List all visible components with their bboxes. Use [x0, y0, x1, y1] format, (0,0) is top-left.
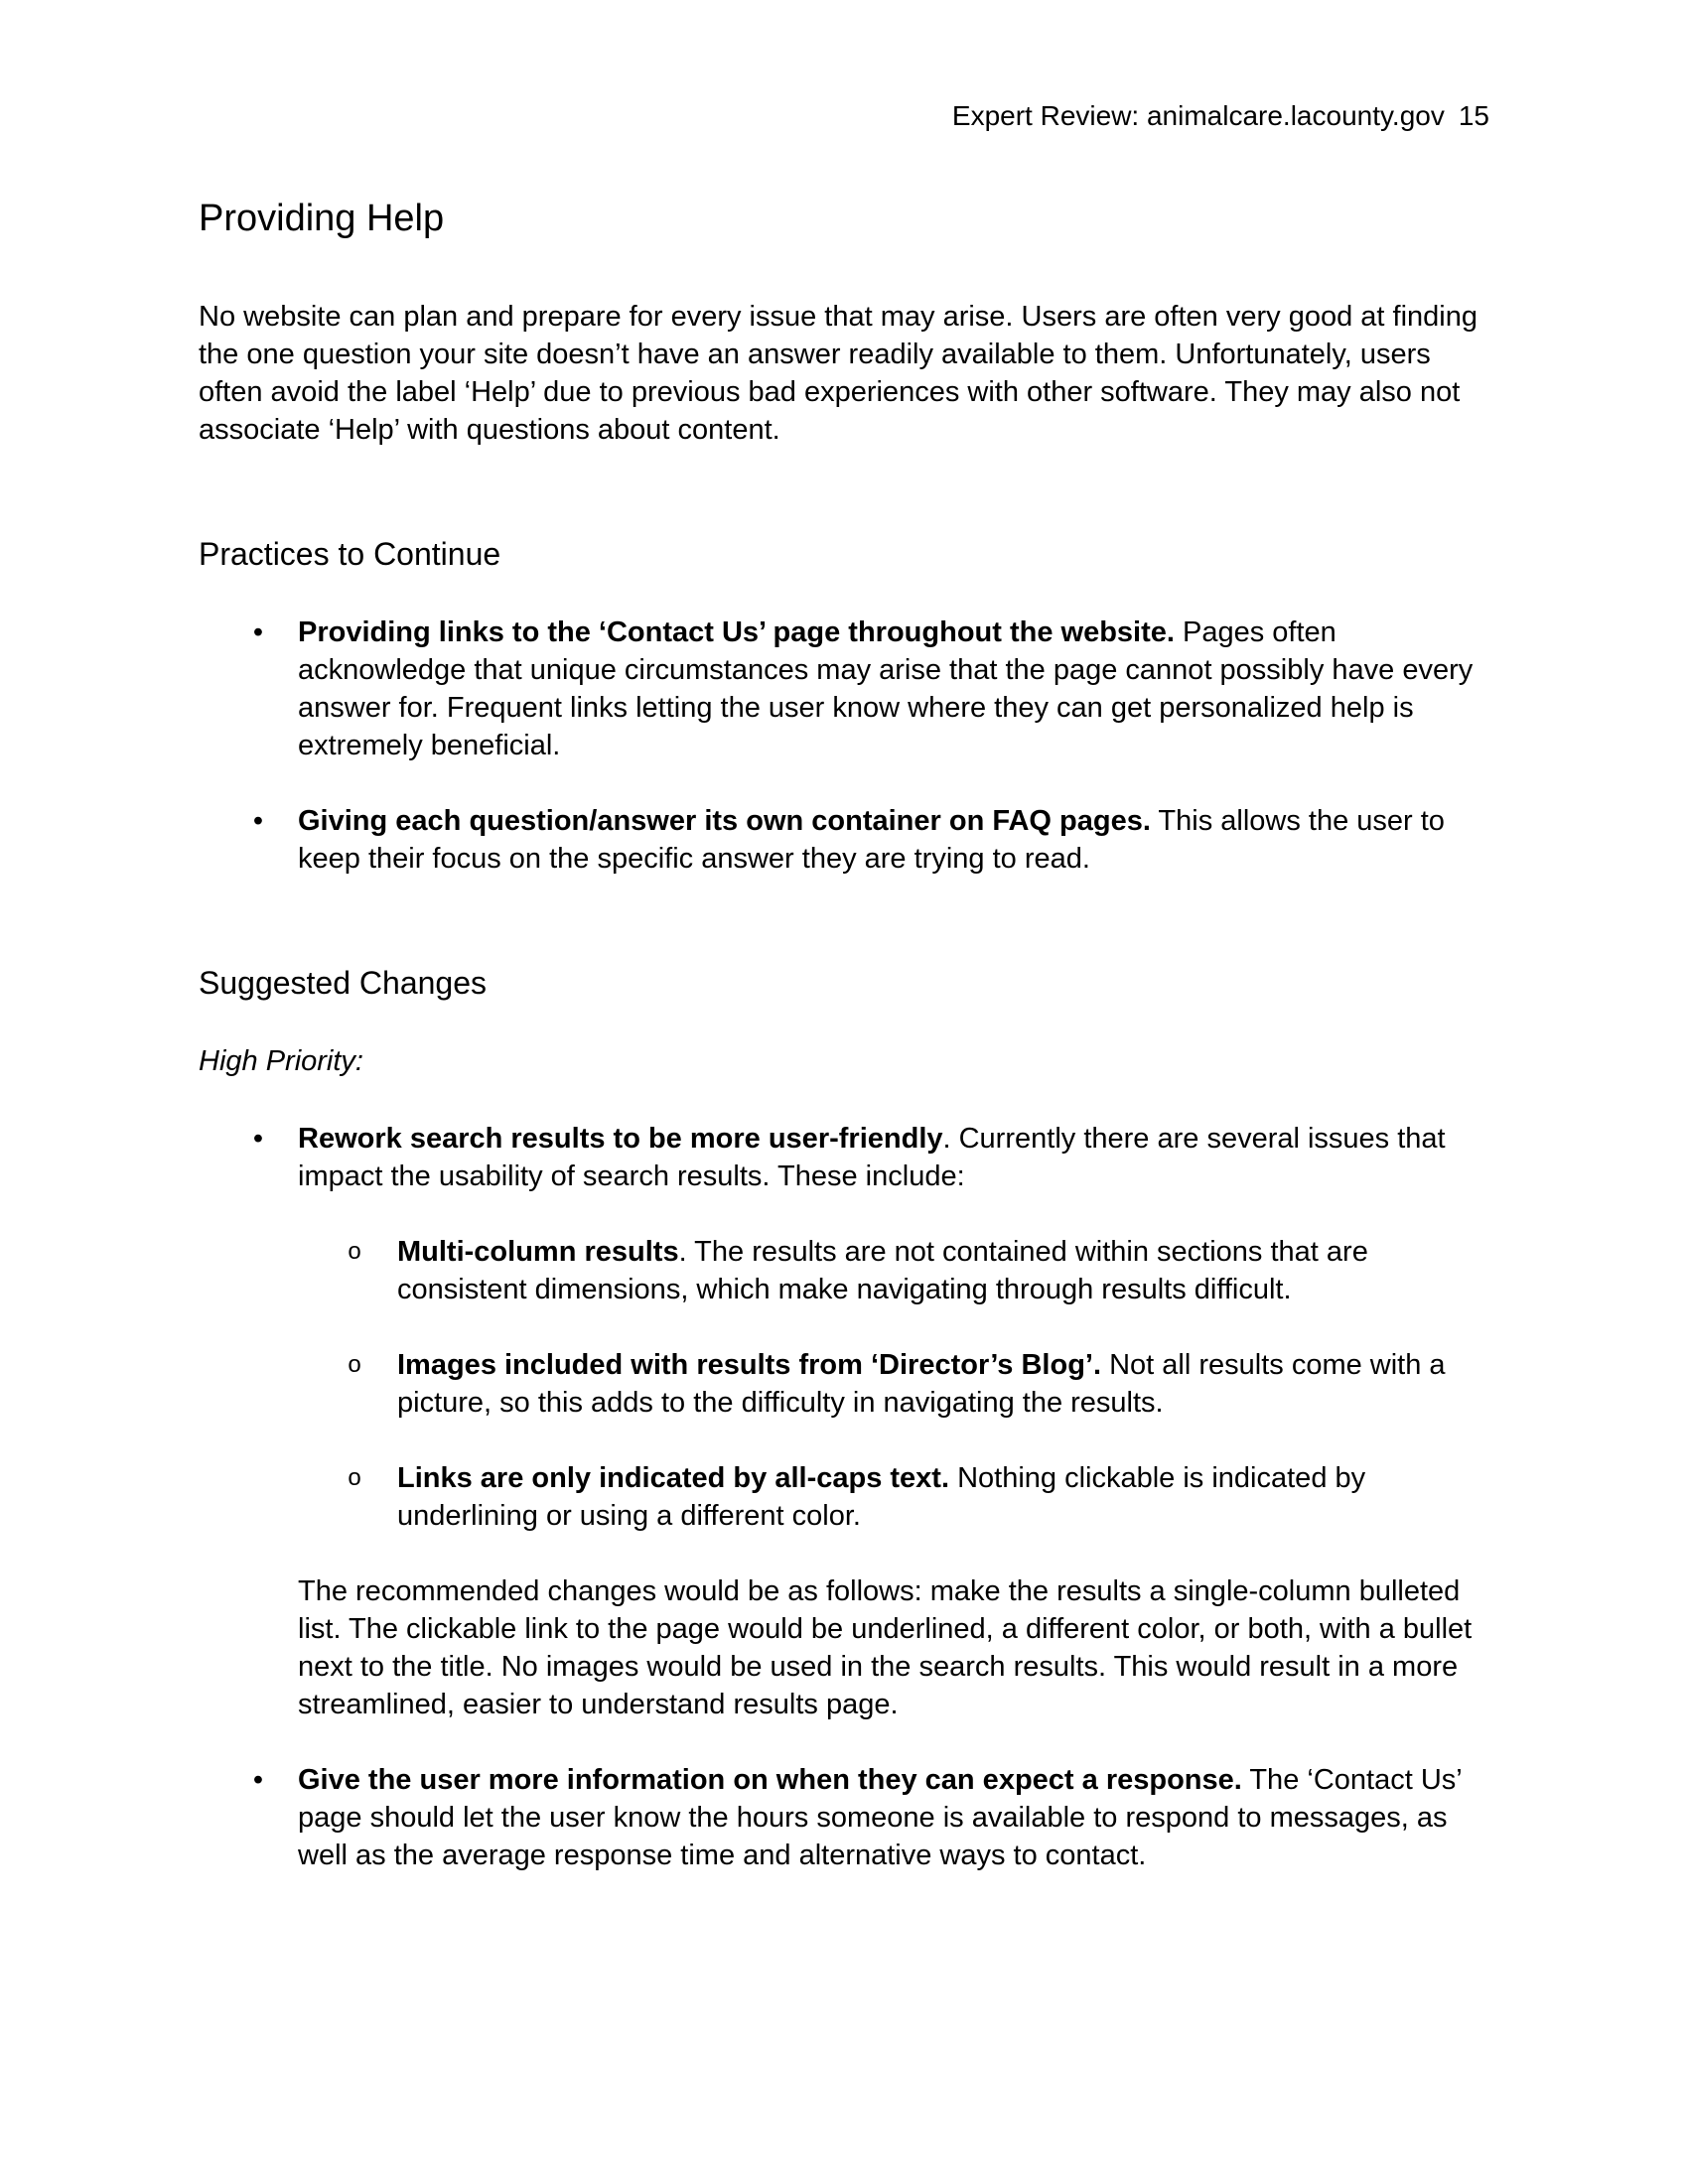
- recommendation-paragraph: The recommended changes would be as follows: make the results a single-column bulleted list. The clickable link to the page would be underlined, a different color, or both, with a bullet next to the title. No images would be used in the search results. This would result in a more streamlined, easier to understand results page.: [298, 1575, 1473, 1720]
- practice-item-text: This allows the user to keep their focus on the specific answer they are trying to read.: [298, 805, 1445, 875]
- priority-label: High Priority:: [199, 1045, 363, 1077]
- practice-item-text: Pages often acknowledge that unique circumstances may arise that the page cannot possibly have every answer for. Frequent links letting the user know where they can get personalized help is extremely beneficial.: [298, 616, 1474, 761]
- practices-heading: Practices to Continue: [199, 536, 501, 572]
- sub-item: [199, 1346, 1489, 1422]
- header-title: Expert Review: animalcare.lacounty.gov: [951, 100, 1445, 131]
- section-title: Providing Help: [199, 198, 445, 239]
- circle-bullet-icon: o: [348, 1351, 361, 1378]
- sub-item: [199, 1459, 1489, 1535]
- sub-item-bold: Links are only indicated by all-caps text.: [397, 1462, 950, 1494]
- practice-item: [199, 614, 1489, 764]
- bullet-icon: •: [252, 616, 264, 648]
- bullet-icon: •: [252, 805, 264, 837]
- change-item-bold: Give the user more information on when they can expect a response.: [298, 1764, 1242, 1796]
- page-content: [199, 195, 1489, 1874]
- practice-item-bold: Giving each question/answer its own container on FAQ pages.: [298, 805, 1151, 837]
- running-header: [952, 98, 1489, 134]
- sub-item-bold: Images included with results from ‘Director’s Blog’.: [397, 1349, 1102, 1381]
- intro-paragraph: No website can plan and prepare for every issue that may arise. Users are often very good at finding the one question your site doesn’t have an answer readily available to them. Unfortunately, users often avoid the label ‘Help’ due to previous bad experiences with other software. They may also not associate ‘Help’ with questions about content.: [199, 301, 1477, 446]
- circle-bullet-icon: o: [348, 1464, 361, 1491]
- change-item-bold: Rework search results to be more user-friendly: [298, 1123, 943, 1155]
- sub-item: [199, 1233, 1489, 1308]
- changes-heading: Suggested Changes: [199, 965, 487, 1001]
- change-item-text: The ‘Contact Us’ page should let the user know the hours someone is available to respond to messages, as well as the average response time and alternative ways to contact.: [298, 1764, 1462, 1871]
- practice-item-bold: Providing links to the ‘Contact Us’ page throughout the website.: [298, 616, 1175, 648]
- sub-item-text: Nothing clickable is indicated by underlining or using a different color.: [397, 1462, 1366, 1532]
- bullet-icon: •: [252, 1123, 264, 1155]
- change-item: [199, 1761, 1489, 1874]
- sub-item-text: . The results are not contained within sections that are consistent dimensions, which make navigating through results difficult.: [397, 1236, 1368, 1305]
- circle-bullet-icon: o: [348, 1238, 361, 1265]
- change-item-text: . Currently there are several issues that impact the usability of search results. These include:: [298, 1123, 1446, 1192]
- sub-item-text: Not all results come with a picture, so this adds to the difficulty in navigating the results.: [397, 1349, 1446, 1419]
- bullet-icon: •: [252, 1764, 264, 1796]
- change-item: [199, 1120, 1489, 1195]
- sub-item-bold: Multi-column results: [397, 1236, 679, 1268]
- page-number: 15: [1458, 100, 1489, 131]
- practice-item: [199, 802, 1489, 878]
